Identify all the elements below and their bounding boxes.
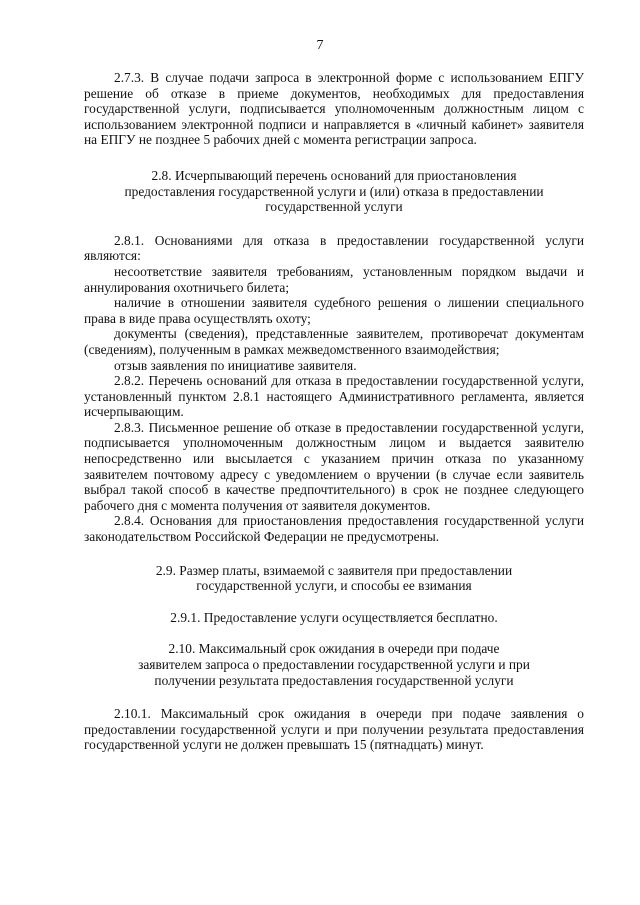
heading-2-8-text: 2.8. Исчерпывающий перечень оснований для приостановления предоставления государственной услуги и (или) отказа в предоставлении государственной услуги (124, 167, 544, 215)
page-number: 7 (316, 38, 324, 53)
heading-2-9-text: 2.9. Размер платы, взимаемой с заявителя при предоставлении государственной услуги, и способы ее взимания (155, 562, 513, 594)
paragraph-2-8-2: 2.8.2. Перечень оснований для отказа в предоставлении государственной услуги, установленный пунктом 2.8.1 настоящего Административного регламента, является исчерпывающим. (84, 373, 584, 420)
heading-2-10-text: 2.10. Максимальный срок ожидания в очереди при подаче заявителем запроса о предоставлении государственной услуги и при получении результата предоставления государственной услуги (138, 641, 530, 688)
paragraph-2-8-1: 2.8.1. Основаниями для отказа в предоставлении государственной услуги являются: (84, 232, 584, 264)
document-body (84, 70, 584, 753)
paragraph-2-9-1: 2.9.1. Предоставление услуги осуществляется бесплатно. (170, 609, 498, 625)
heading-2-10 (84, 641, 584, 688)
heading-2-9 (84, 563, 584, 594)
paragraph-2-8-3: 2.8.3. Письменное решение об отказе в предоставлении государственной услуги, подписывается уполномоченным должностным лицом и выдается заявителю непосредственно или высылается с указанием причин отказа по указанному заявителем почтовому адресу с уведомлением о вручении (в случае если заявитель выбрал такой способ в качестве предпочтительного) в срок не позднее следующего рабочего дня с момента получения от заявителя документов. (84, 419, 584, 513)
paragraph-2-10-1: 2.10.1. Максимальный срок ожидания в очереди при подаче заявления о предоставлении государственной услуги и при получении результата предоставления государственной услуги не должен превышать 15 (пятнадцать) минут. (84, 706, 584, 753)
paragraph-2-8-4: 2.8.4. Основания для приостановления предоставления государственной услуги законодательством Российской Федерации не предусмотрены. (84, 513, 584, 545)
heading-2-8 (84, 168, 584, 215)
paragraph-2-8-1-item-a: несоответствие заявителя требованиям, установленным порядком выдачи и аннулирования охотничьего билета; (84, 263, 584, 295)
paragraph-2-8-1-item-c: документы (сведения), представленные заявителем, противоречат документам (сведениям), полученным в рамках межведомственного взаимодействия; (84, 326, 584, 357)
paragraph-2-7-3: 2.7.3. В случае подачи запроса в электронной форме с использованием ЕПГУ решение об отказе в приеме документов, необходимых для предоставления государственной услуги, подписывается уполномоченным должностным лицом с использованием электронной подписи и направляется в «личный кабинет» заявителя на ЕПГУ не позднее 5 рабочих дней с момента регистрации запроса. (84, 70, 584, 148)
paragraph-2-8-1-item-b: наличие в отношении заявителя судебного решения о лишении специального права в виде права осуществлять охоту; (84, 295, 584, 326)
paragraph-2-8-1-item-d: отзыв заявления по инициативе заявителя. (114, 357, 357, 373)
